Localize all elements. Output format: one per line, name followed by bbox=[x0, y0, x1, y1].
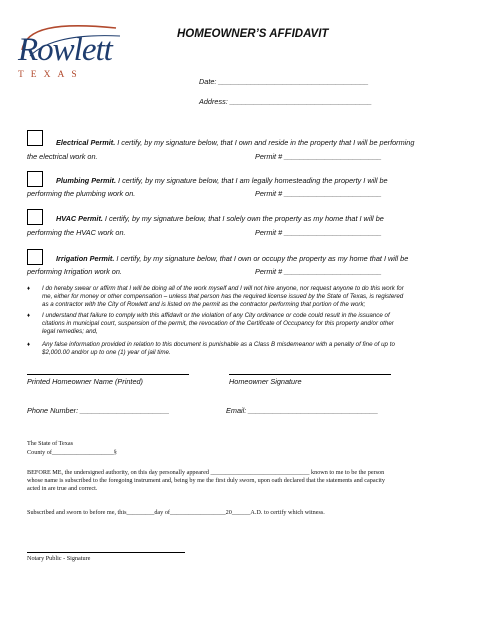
bullet-icon: ♦ bbox=[27, 286, 31, 292]
subscribed-statement[interactable]: Subscribed and sworn to before me, this_________day of__________________20______A.D. to certify which witness. bbox=[27, 509, 325, 516]
address-field[interactable]: Address: ___________________________________ bbox=[199, 97, 372, 106]
printed-name-label: Printed Homeowner Name (Printed) bbox=[27, 377, 143, 386]
bullet-2-line: I understand that failure to comply with this affidavit or the violation of any City ordinance or code could result in the issuance of bbox=[42, 312, 390, 319]
bullet-3-line: $2,000.00 and/or up to one (1) year of jail time. bbox=[42, 349, 171, 356]
electrical-permit-line1 bbox=[56, 138, 476, 147]
phone-field[interactable]: Phone Number: ______________________ bbox=[27, 406, 170, 415]
notary-state: The State of Texas bbox=[27, 440, 74, 447]
hvac-permit-line2: performing the HVAC work on. bbox=[27, 228, 126, 237]
plumbing-permit-text: I certify, by my signature below, that I am legally homesteading the property I will be bbox=[116, 176, 388, 185]
bullet-2-line: citations in municipal court, suspension of the permit, the revocation of the Certificate of Occupancy for this property and/or other bbox=[42, 320, 394, 327]
date-field[interactable]: Date: _____________________________________ bbox=[199, 77, 369, 86]
electrical-permit-text: I certify, by my signature below, that I own and reside in the property that I will be performing bbox=[115, 138, 415, 147]
bullet-text-2 bbox=[42, 312, 457, 336]
logo-wordmark: Rowlett bbox=[18, 32, 112, 68]
bullet-1-line: me, either for money or other compensation – unless that person has the required license issued by the State of Texas, is registered bbox=[42, 293, 404, 300]
hvac-permit-checkbox[interactable] bbox=[27, 209, 43, 225]
bullet-text-1 bbox=[42, 285, 457, 309]
irrigation-permit-line1 bbox=[56, 254, 476, 263]
electrical-permit-number[interactable]: Permit # ________________________ bbox=[255, 152, 382, 161]
plumbing-permit-line2: performing the plumbing work on. bbox=[27, 189, 136, 198]
bullet-1-line: I do hereby swear or affirm that I will be doing all of the work myself and I will not hire anyone, nor request anyone to do this work for bbox=[42, 285, 404, 292]
hvac-permit-line1 bbox=[56, 214, 476, 223]
electrical-permit-line2: the electrical work on. bbox=[27, 152, 98, 161]
notary-statement bbox=[27, 469, 467, 493]
plumbing-permit-name: Plumbing Permit. bbox=[56, 176, 117, 185]
email-field[interactable]: Email: ________________________________ bbox=[226, 406, 379, 415]
notary-statement-line: acted in are true and correct. bbox=[27, 485, 98, 492]
bullet-1-line: as a contractor with the City of Rowlett and is listed on the permit as the contractor performing that portion of the work; bbox=[42, 301, 366, 308]
page-title: HOMEOWNER’S AFFIDAVIT bbox=[177, 28, 329, 40]
irrigation-permit-checkbox[interactable] bbox=[27, 249, 43, 265]
plumbing-permit-number[interactable]: Permit # ________________________ bbox=[255, 189, 382, 198]
irrigation-permit-number[interactable]: Permit # ________________________ bbox=[255, 267, 382, 276]
notary-signature-label: Notary Public - Signature bbox=[27, 555, 91, 562]
electrical-permit-name: Electrical Permit. bbox=[56, 138, 116, 147]
bullet-3-line: Any false information provided in relation to this document is punishable as a Class B misdemeanor with a penalty of fine of up to bbox=[42, 341, 395, 348]
hvac-permit-number[interactable]: Permit # ________________________ bbox=[255, 228, 382, 237]
bullet-2-line: legal remedies; and, bbox=[42, 328, 98, 335]
hvac-permit-text: I certify, by my signature below, that I solely own the property as my home that I will be bbox=[102, 214, 384, 223]
notary-statement-line: BEFORE ME, the undersigned authority, on this day personally appeared ________________________________ known to me to be the person bbox=[27, 469, 385, 476]
bullet-icon: ♦ bbox=[27, 313, 31, 319]
rowlett-logo bbox=[16, 20, 126, 90]
bullet-icon: ♦ bbox=[27, 342, 31, 348]
irrigation-permit-line2: performing Irrigation work on. bbox=[27, 267, 122, 276]
homeowner-signature-line[interactable] bbox=[229, 374, 391, 375]
homeowner-signature-label: Homeowner Signature bbox=[229, 377, 302, 386]
electrical-permit-checkbox[interactable] bbox=[27, 130, 43, 146]
hvac-permit-name: HVAC Permit. bbox=[56, 214, 103, 223]
plumbing-permit-checkbox[interactable] bbox=[27, 171, 43, 187]
irrigation-permit-name: Irrigation Permit. bbox=[56, 254, 115, 263]
irrigation-permit-text: I certify, by my signature below, that I own or occupy the property as my home that I will be bbox=[114, 254, 409, 263]
notary-signature-line[interactable] bbox=[27, 552, 185, 553]
plumbing-permit-line1 bbox=[56, 176, 476, 185]
printed-name-line[interactable] bbox=[27, 374, 189, 375]
notary-statement-line: whose name is subscribed to the foregoing instrument and, being by me the first duly sworn, upon oath declared that the statements and capacity bbox=[27, 477, 385, 484]
logo-state: TEXAS bbox=[18, 70, 84, 80]
bullet-text-3 bbox=[42, 341, 457, 357]
notary-county[interactable]: County of____________________§ bbox=[27, 449, 117, 456]
